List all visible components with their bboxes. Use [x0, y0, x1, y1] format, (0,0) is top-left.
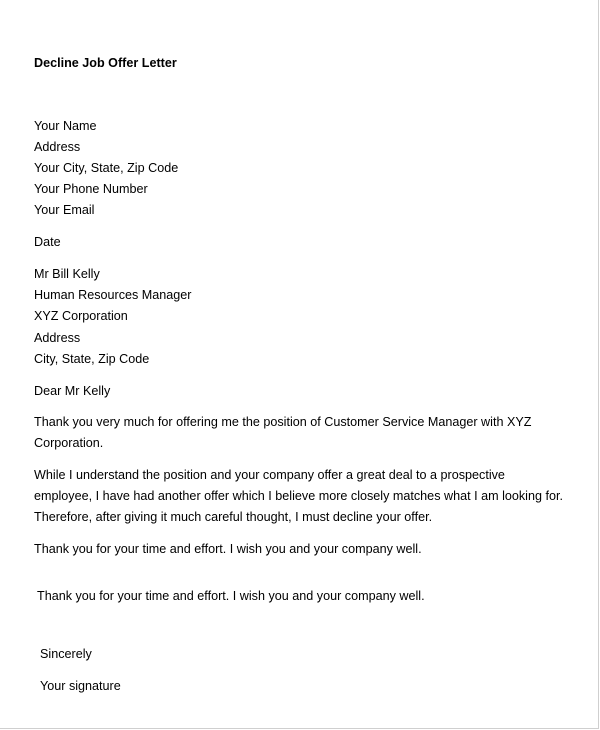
letter-date: Date	[34, 235, 61, 249]
signature: Your signature	[40, 679, 121, 693]
sender-email: Your Email	[34, 203, 95, 217]
sender-address: Address	[34, 140, 81, 154]
sender-name: Your Name	[34, 119, 97, 133]
body-paragraph-2: While I understand the position and your company offer a great deal to a prospective employee, I have had another offer which I believe more closely matches what I am looking for. Therefore, after giving it much careful thought, I must decline your offer.	[34, 468, 563, 524]
salutation: Dear Mr Kelly	[34, 384, 111, 398]
recipient-title: Human Resources Manager	[34, 288, 192, 302]
recipient-name: Mr Bill Kelly	[34, 267, 100, 281]
document-title: Decline Job Offer Letter	[34, 56, 177, 70]
closing: Sincerely	[40, 647, 92, 661]
body-paragraph-3: Thank you for your time and effort. I wish you and your company well.	[34, 542, 422, 556]
body-paragraph-1: Thank you very much for offering me the position of Customer Service Manager with XYZ Corporation.	[34, 415, 532, 450]
sender-city-state-zip: Your City, State, Zip Code	[34, 161, 179, 175]
sender-phone: Your Phone Number	[34, 182, 148, 196]
recipient-city-state-zip: City, State, Zip Code	[34, 352, 150, 366]
recipient-company: XYZ Corporation	[34, 309, 128, 323]
recipient-address: Address	[34, 331, 81, 345]
body-paragraph-4: Thank you for your time and effort. I wish you and your company well.	[37, 589, 425, 603]
